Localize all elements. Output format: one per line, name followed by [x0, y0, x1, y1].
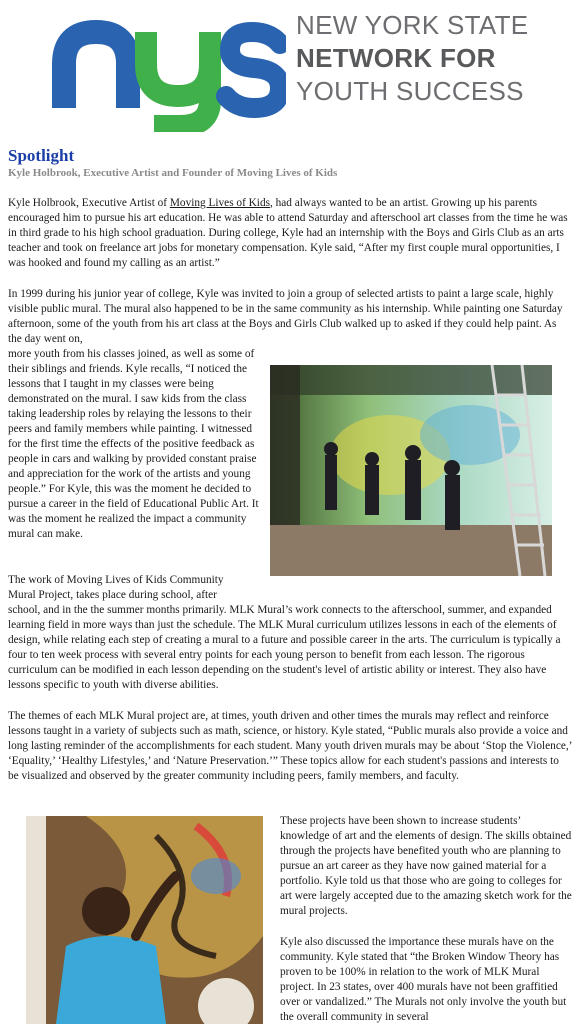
org-name-line-3: YOUTH SUCCESS — [296, 76, 524, 106]
student-painting-photo — [26, 816, 263, 1024]
org-name-line-1: NEW YORK STATE — [296, 10, 529, 40]
article-paragraph-4: The themes of each MLK Mural project are, at times, youth driven and other times the murals may reflect and reinforce lessons taught in a variety of subjects such as math, science, or history. Kyle stated, “Public murals also provide a voice and long lasting reminder of the accomplishments for each student. Many youth driven murals may be about ‘Stop the Violence,’ ‘Equality,’ ‘Healthy Lifestyles,’ and ‘Nature Preservation.’” These topics allow for each student's passions and interests to be visualized and observed by the greater community including peers, family members, and faculty. — [8, 710, 572, 782]
org-name-line-2: NETWORK FOR — [296, 43, 496, 73]
article-paragraph-1: Kyle Holbrook, Executive Artist of Moving Lives of Kids, had always wanted to be an artist. Growing up his parents encouraged him to pursue his art education. He was able to attend Saturday and afterschool art classes from the time he was in third grade to his high school graduation. During college, Kyle had an internship with the Boys and Girls Club as an arts teacher and took on freelance art jobs for monetary compensation. Kyle said, “After my first couple mural opportunities, I was hooked and found my calling as an artist.” — [8, 197, 568, 269]
section-subtitle: Kyle Holbrook, Executive Artist and Founder of Moving Lives of Kids — [8, 167, 338, 179]
article-paragraph-3-intro: The work of Moving Lives of Kids Community Mural Project, takes place during school, after — [8, 574, 224, 601]
mural-photo-image — [270, 365, 552, 576]
student-photo-image — [26, 816, 263, 1024]
article-paragraph-2-continued: more youth from his classes joined, as well as some of their siblings and friends. Kyle recalls, “I noticed the lessons that I taught in my classes were being demonstrated on the mural. I saw kids from the class taking leadership roles by relaying the lessons to their peers and family members while painting. I witnessed for the first time the effects of the positive feedback as people in cars and walking by provided constant praise and appreciation for the work of the artists and young people.” For Kyle, this was the moment he decided to pursue a career in the field of Educational Public Art. It was the moment he realized the impact a community mural can make. — [8, 348, 259, 540]
article-paragraph-6: Kyle also discussed the importance these murals have on the community. Kyle stated that “the Broken Window Theory has proven to be 100% in relation to the work of MLK Mural project. In 23 states, over 400 murals have not been graffitied over or vandalized.” The Murals not only involve the youth but the overall community in several — [280, 936, 567, 1023]
article-paragraph-5: These projects have been shown to increase students’ knowledge of art and the elements of design. The skills obtained through the projects have benefited youth who are planning to pursue an art career as they have now gained material for a portfolio. Kyle told us that those who are going to colleges for art were largely accepted due to the amazing sketch work for the mural projects. — [280, 815, 572, 917]
article-paragraph-3: school, and in the the summer months primarily. MLK Mural’s work connects to the afterschool, summer, and expanded learning field in more ways than just the schedule. The MLK Mural curriculum utilizes lessons in each of the elements of design, while relating each step of creating a mural to a future and possible career in the arts. The curriculum is typically a four to ten week process with several entry points for each young person to benefit from each lesson. The rigorous curriculum can be modified in each lesson depending on the student's level of artistic ability or interest. They also have lessons specific to youth with diverse abilities. — [8, 604, 561, 691]
section-title: Spotlight — [8, 146, 75, 165]
article-paragraph-2: In 1999 during his junior year of college, Kyle was invited to join a group of selected artists to paint a large scale, highly visible public mural. The mural also happened to be in the same community as his internship. While painting one Saturday afternoon, some of the youth from his art class at the Boys and Girls Club walked up to asked if they could help paint. As the day went on, — [8, 288, 563, 345]
moving-lives-of-kids-link[interactable]: Moving Lives of Kids — [169, 197, 270, 209]
mural-painting-photo — [270, 365, 552, 576]
nys-logo — [50, 12, 286, 132]
newsletter-header — [0, 0, 579, 140]
